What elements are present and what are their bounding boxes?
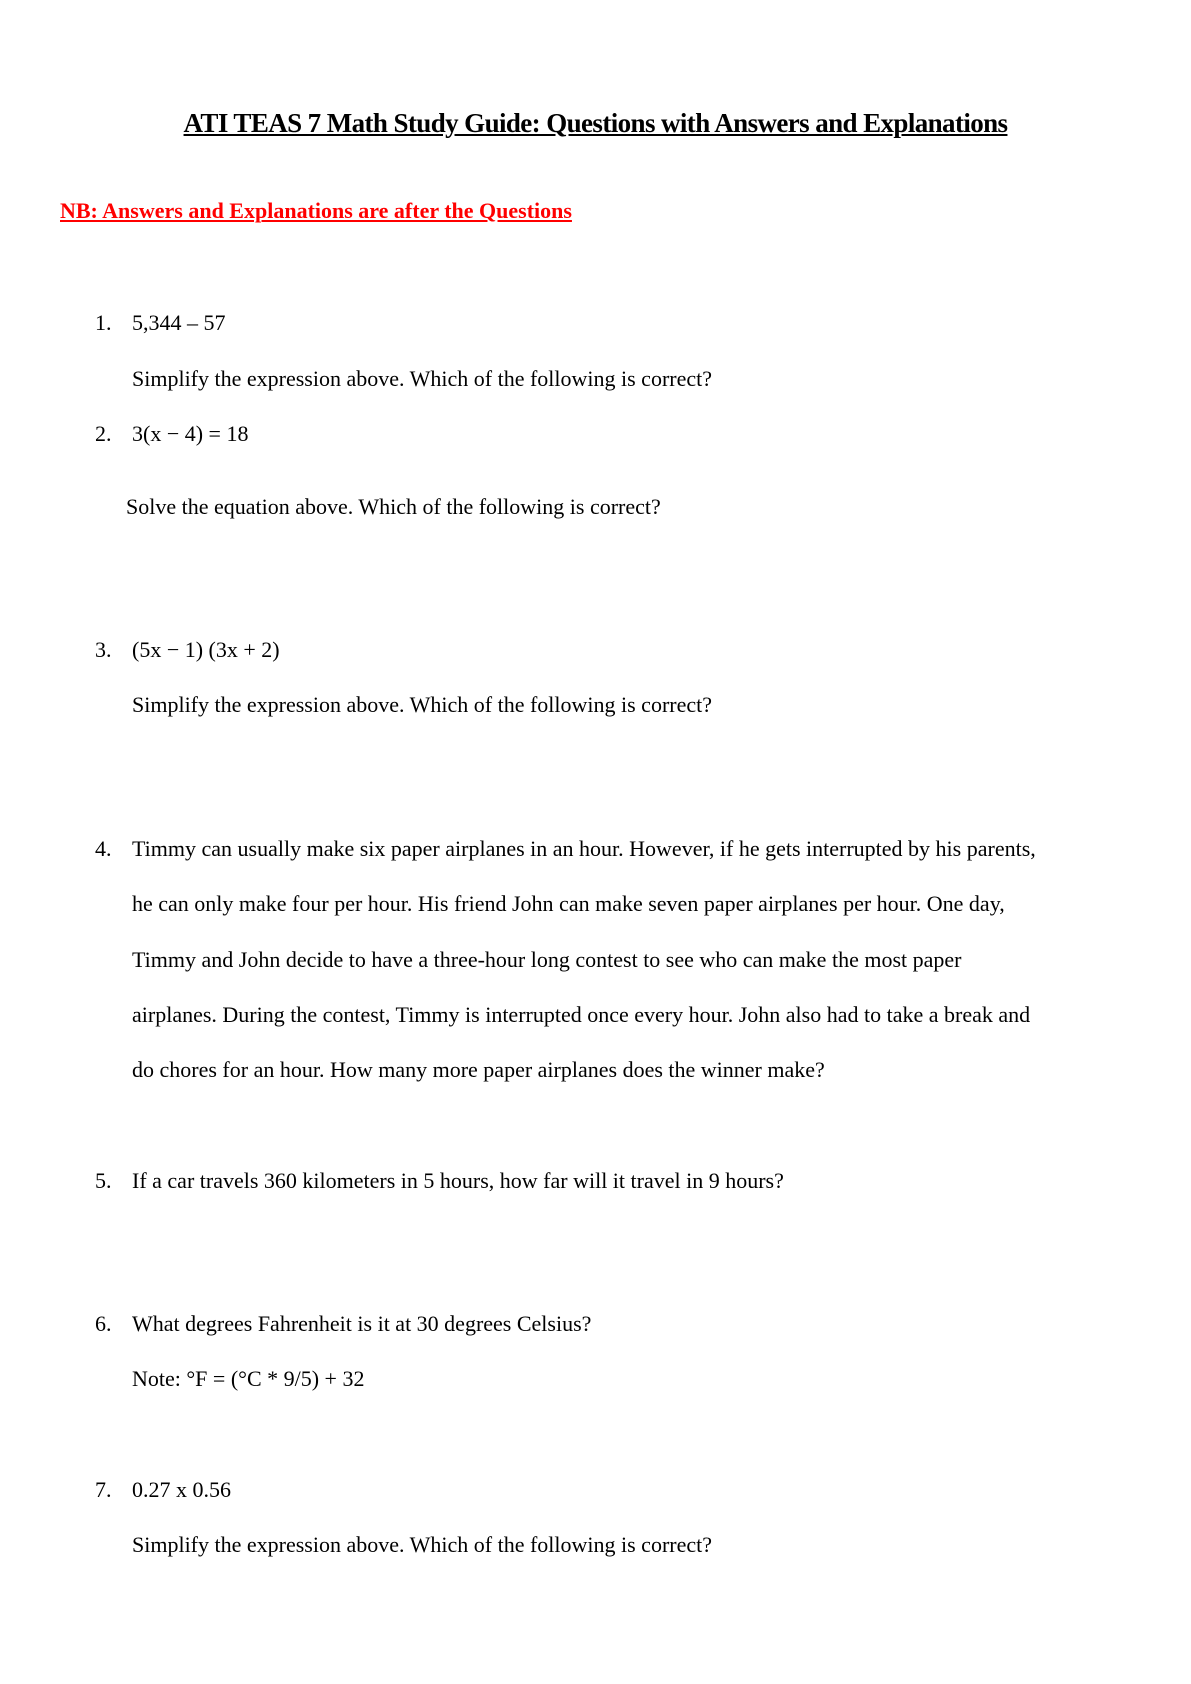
- question-4-line-1: Timmy can usually make six paper airplanes in an hour. However, if he gets interrupted by his parents,: [132, 836, 1036, 861]
- question-4-line-2: he can only make four per hour. His friend John can make seven paper airplanes per hour. One day,: [132, 891, 1005, 916]
- question-4-number: 4.: [95, 836, 112, 861]
- question-5-line-1: If a car travels 360 kilometers in 5 hours, how far will it travel in 9 hours?: [132, 1168, 784, 1193]
- question-6-line-1: What degrees Fahrenheit is it at 30 degrees Celsius?: [132, 1311, 592, 1336]
- answers-note: NB: Answers and Explanations are after the Questions: [60, 198, 572, 223]
- question-6-number: 6.: [95, 1311, 112, 1336]
- question-3-prompt: Simplify the expression above. Which of the following is correct?: [132, 692, 713, 717]
- question-7-number: 7.: [95, 1477, 112, 1502]
- question-1-expression: 5,344 – 57: [132, 310, 226, 335]
- question-4-line-5: do chores for an hour. How many more paper airplanes does the winner make?: [132, 1057, 825, 1082]
- question-7-prompt: Simplify the expression above. Which of the following is correct?: [132, 1532, 713, 1557]
- question-3-number: 3.: [95, 637, 112, 662]
- question-7-expression: 0.27 x 0.56: [132, 1477, 231, 1502]
- question-1-number: 1.: [95, 310, 112, 335]
- question-6-note: Note: °F = (°C * 9/5) + 32: [132, 1366, 365, 1391]
- question-5-number: 5.: [95, 1168, 112, 1193]
- question-1-prompt: Simplify the expression above. Which of the following is correct?: [132, 366, 713, 391]
- question-2-number: 2.: [95, 421, 112, 446]
- question-3-expression: (5x − 1) (3x + 2): [132, 637, 280, 662]
- document-title: ATI TEAS 7 Math Study Guide: Questions with Answers and Explanations: [183, 108, 1008, 138]
- question-4-line-4: airplanes. During the contest, Timmy is interrupted once every hour. John also had to take a break and: [132, 1002, 1031, 1027]
- question-2-prompt: Solve the equation above. Which of the following is correct?: [126, 494, 661, 519]
- question-4-line-3: Timmy and John decide to have a three-hour long contest to see who can make the most paper: [132, 947, 962, 972]
- question-2-expression: 3(x − 4) = 18: [132, 421, 249, 446]
